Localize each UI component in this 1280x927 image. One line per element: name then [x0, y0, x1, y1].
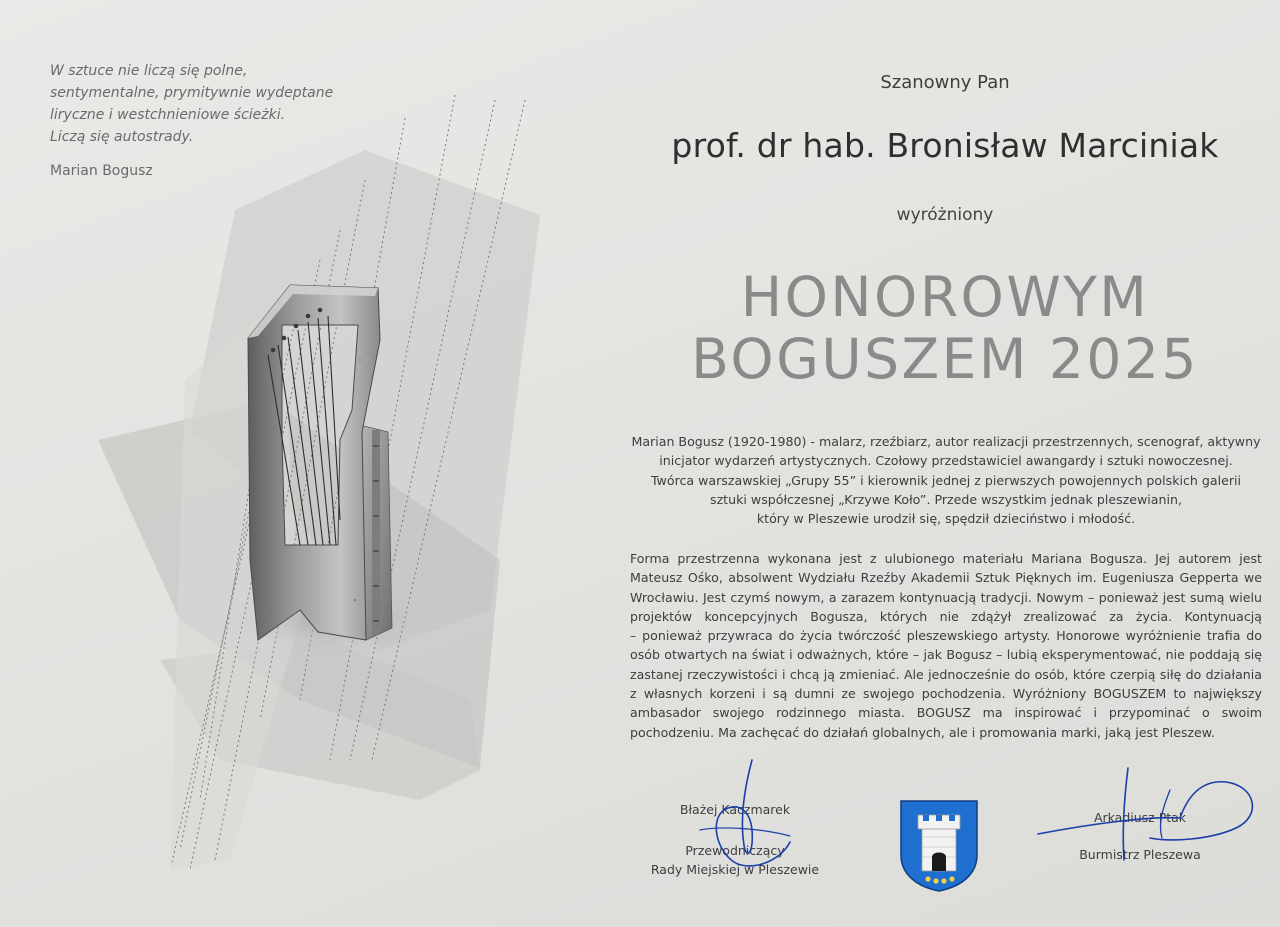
bio-line: inicjator wydarzeń artystycznych. Czołowy przedstawiciel awangardy i sztuki nowoczesnej.: [659, 453, 1233, 469]
quote-line: sentymentalne, prymitywnie wydeptane: [50, 85, 334, 101]
quote-line: W sztuce nie liczą się polne,: [50, 63, 248, 79]
signatory-role: Burmistrz Pleszewa: [1079, 847, 1201, 862]
desc-line: Wrocławiu. Jest czymś nowym, a zarazem kontynuacją tradycji. Nowym – ponieważ jest sumą wielu: [630, 589, 1262, 605]
desc-line: – ponieważ przywraca do życia twórczość pleszewskiego artysty. Honorowe wyróżnienie trafia do: [630, 628, 1262, 644]
recipient-name: prof. dr hab. Bronisław Marciniak: [671, 126, 1219, 165]
signatory-role: Przewodniczący: [685, 843, 785, 858]
quote-line: Liczą się autostrady.: [50, 129, 194, 145]
desc-line: projektów koncepcyjnych Bogusza, których nie zdążył zrealizować za życia. Kontynuacją: [630, 608, 1262, 624]
bio-line: sztuki współczesnej „Krzywe Koło”. Przede wszystkim jednak pleszewianin,: [710, 491, 1182, 507]
bio-line: który w Pleszewie urodził się, spędził dzieciństwo i młodość.: [756, 511, 1136, 527]
award-title-line: BOGUSZEM 2025: [691, 327, 1199, 391]
description-paragraph: [630, 549, 1262, 742]
signature-block-mayor: [1040, 808, 1240, 864]
desc-line: osób otwartych na świat i odważnych, które – jak Bogusz – lubią eksperymentować, nie poddają się: [630, 647, 1262, 663]
desc-line: Forma przestrzenna wykonana jest z ulubionego materiału Mariana Bogusza. Jej autorem jest: [630, 551, 1262, 566]
signatory-name: Błażej Kaczmarek: [679, 802, 791, 817]
motto-quote: [50, 60, 380, 148]
signatory-name: Arkadiusz Ptak: [1093, 810, 1187, 825]
biography-paragraph: [630, 432, 1262, 528]
distinguished-label: wyróżniony: [896, 205, 994, 225]
pleszew-coat-of-arms: [898, 797, 980, 893]
award-title-line: HONOROWYM: [740, 265, 1150, 329]
quote-author: Marian Bogusz: [50, 163, 153, 179]
desc-line: z własnych korzeni i są dumni ze swojego pochodzenia. Wyróżniony BOGUSZEM to największy: [630, 686, 1262, 702]
signatory-role: Rady Miejskiej w Pleszewie: [650, 862, 820, 877]
bio-line: Twórca warszawskiej „Grupy 55” i kierownik jednej z pierwszych powojennych polskich galerii: [650, 472, 1242, 488]
award-title: [620, 266, 1270, 390]
salutation: Szanowny Pan: [880, 72, 1010, 93]
desc-line: pochodzeniu. Ma zachęcać do działań globalnych, ale i promowania marki, jaką jest Pleszew.: [630, 724, 1215, 740]
desc-line: ambasador swojego rodzinnego miasta. BOGUSZ ma inspirować i przypominać o swoim: [630, 705, 1262, 721]
desc-line: zastanej rzeczywistości i chcą ją zmieniać. Ale jednocześnie do osób, które czerpią siłę do działania: [630, 666, 1262, 682]
signature-block-chairman: [620, 800, 850, 879]
quote-line: liryczne i westchnieniowe ścieżki.: [50, 107, 286, 123]
desc-line: Mateusz Ośko, absolwent Wydziału Rzeźby Akademii Sztuk Pięknych im. Eugeniusza Gepperta we: [630, 570, 1262, 586]
bio-line: Marian Bogusz (1920-1980) - malarz, rzeźbiarz, autor realizacji przestrzennych, scenograf, aktywny: [631, 434, 1261, 449]
